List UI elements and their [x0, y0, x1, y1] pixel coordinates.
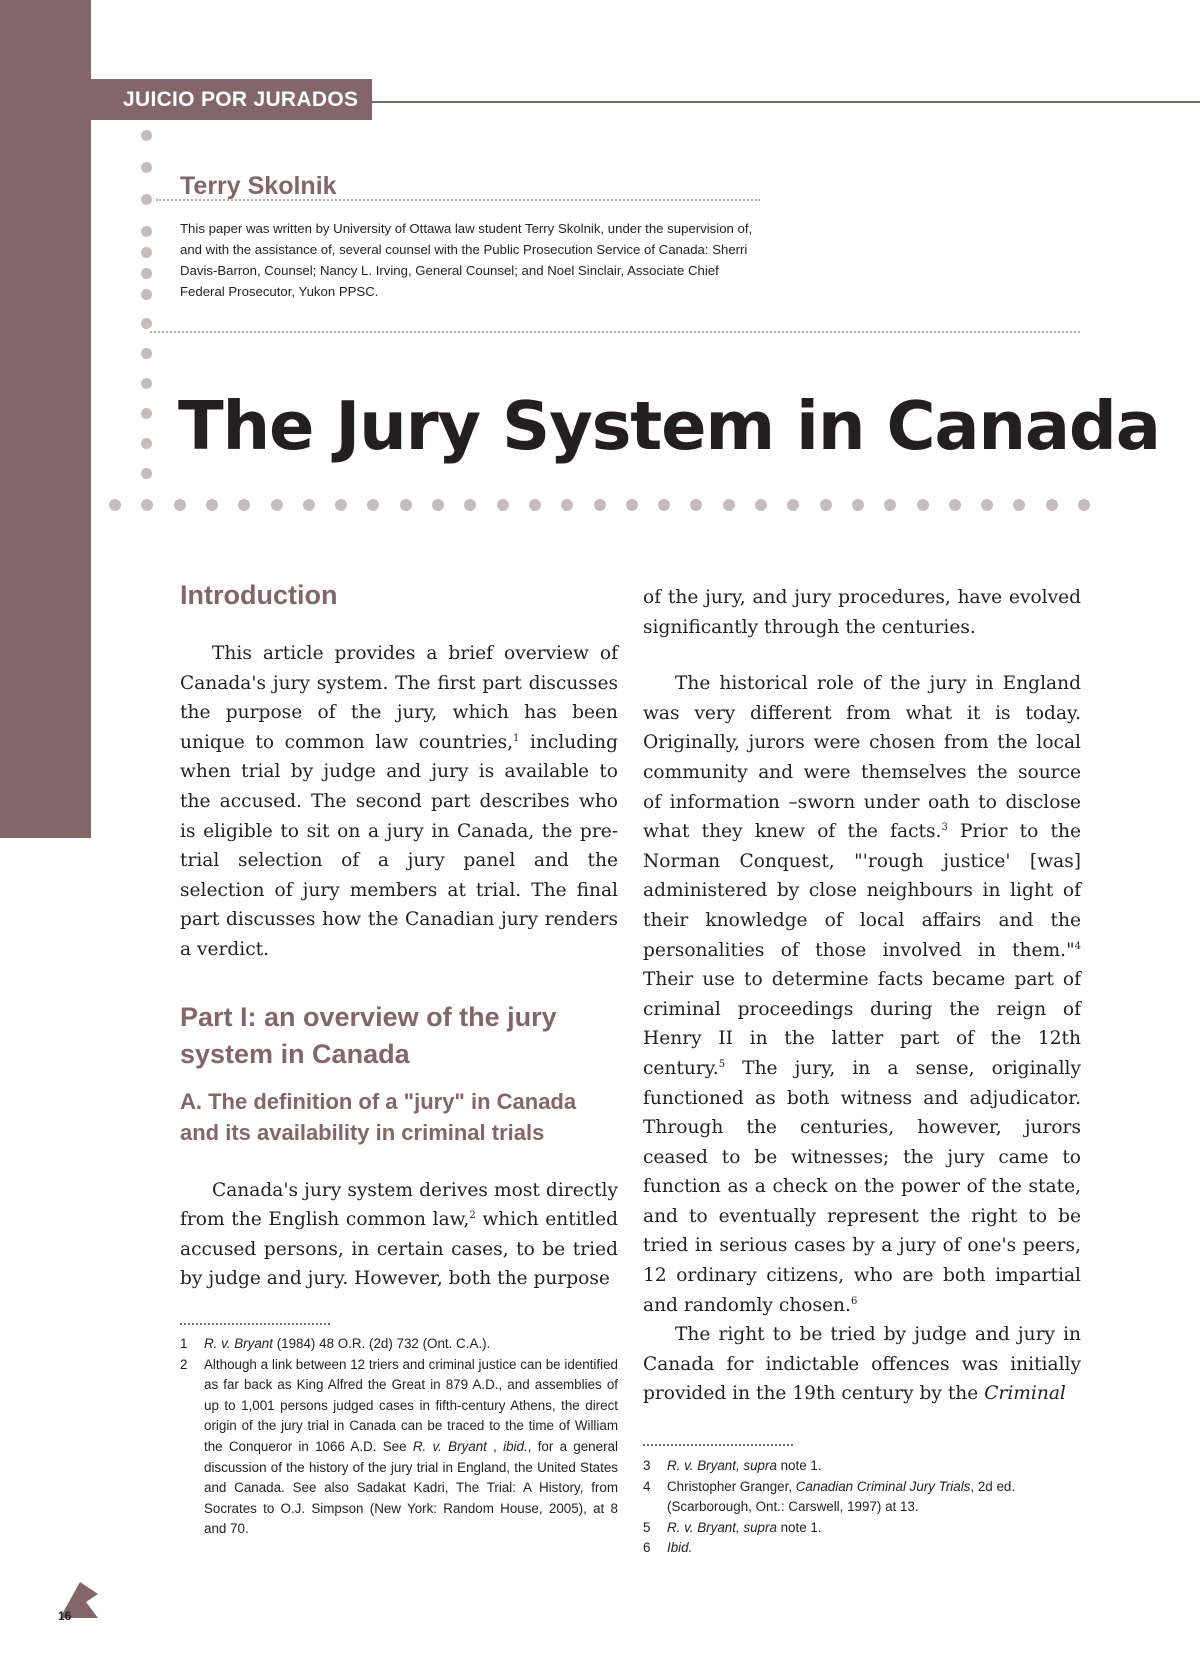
dot	[109, 499, 121, 511]
dot	[852, 499, 864, 511]
dot	[497, 499, 509, 511]
dot	[238, 499, 250, 511]
footnote-2: 2 Although a link between 12 triers and criminal justice can be identified as far back as King Alfred the Great in 879 A.D., and assemblies of up to 1,001 persons judged cases in fifth-century Athens, the direct origin of the jury trial in Canada can be traced to the time of William the Conqueror in 1066 A.D. See R. v. Bryant , ibid., for a general discussion of the history of the jury trial in England, the United States and Canada. See also Sadakat Kadri, The Trial: A History, from Socrates to O.J. Simpson (New York: Random House, 2005), at 8 and 70.	[180, 1356, 618, 1537]
header-rule	[372, 101, 1200, 103]
dot	[432, 499, 444, 511]
dot	[141, 408, 152, 419]
footnote-separator-left	[180, 1323, 330, 1325]
dot	[464, 499, 476, 511]
dot	[141, 289, 152, 300]
dot	[981, 499, 993, 511]
dot	[787, 499, 799, 511]
dot	[1078, 499, 1090, 511]
footnotes-left	[180, 1334, 618, 1540]
credit-dotted-rule	[150, 331, 1080, 333]
dot	[141, 438, 152, 449]
dot	[1046, 499, 1058, 511]
footnote-ref: 2	[469, 1209, 476, 1221]
dot	[303, 499, 315, 511]
footnote-1: 1 R. v. Bryant (1984) 48 O.R. (2d) 732 (Ont. C.A.).	[180, 1336, 491, 1351]
footnote-4: 4 Christopher Granger, Canadian Criminal Jury Trials, 2d ed. (Scarborough, Ont.: Carswell, 1997) at 13.	[643, 1478, 1016, 1515]
side-color-bar	[0, 0, 91, 838]
author-name: Terry Skolnik	[180, 172, 337, 200]
footnote-ref: 3	[941, 821, 948, 833]
page-title: The Jury System in Canada	[178, 387, 1160, 465]
dot	[400, 499, 412, 511]
dot	[561, 499, 573, 511]
page-number: 16	[58, 1609, 72, 1623]
dot	[690, 499, 702, 511]
intro-paragraph: This article provides a brief overview of Canada's jury system. The first part discusses the purpose of the jury, which has been unique to common law countries,$^1$ including when trial by judge and jury is available to the accused. The second part describes who is eligible to sit on a jury in Canada, the pre-trial selection of a jury panel and the selection of jury members at trial. The final part discusses how the Canadian jury renders a verdict.	[180, 643, 618, 960]
dot	[174, 499, 186, 511]
dot	[141, 162, 152, 173]
footnote-5: 5 R. v. Bryant, supra note 1.	[643, 1519, 822, 1535]
dot	[367, 499, 379, 511]
dot	[917, 499, 929, 511]
dot	[141, 318, 152, 329]
dot	[141, 378, 152, 389]
dot	[141, 499, 153, 511]
dot	[884, 499, 896, 511]
dot	[141, 194, 152, 205]
footnote-ref: 4	[1074, 940, 1081, 952]
dot	[1013, 499, 1025, 511]
footnote-ref: 6	[850, 1295, 858, 1307]
footnotes-right	[643, 1456, 1081, 1559]
section-tag: JUICIO POR JURADOS	[91, 79, 372, 120]
dot	[949, 499, 961, 511]
subsection-a-paragraph: Canada's jury system derives most directly from the English common law,$^2$ which entitled accused persons, in certain cases, to be tried by judge and jury. However, both the purpose	[180, 1179, 618, 1290]
dot	[755, 499, 767, 511]
right-paragraph: The right to be tried by judge and jury in Canada for indictable offences was initially provided in the 19th century by the Criminal	[643, 1324, 1081, 1405]
dot	[529, 499, 541, 511]
part-one-heading: Part I: an overview of the jury system in Canada	[180, 1001, 557, 1069]
dot	[141, 247, 152, 258]
dot	[335, 499, 347, 511]
dot	[141, 468, 152, 479]
dot	[141, 268, 152, 279]
right-column	[643, 583, 1081, 1409]
author-credit: This paper was written by University of Ottawa law student Terry Skolnik, under the supervision of, and with the assistance of, several counsel with the Public Prosecution Service of Canada: Sherri Davis-Barron, Counsel; Nancy L. Irving, General Counsel; and Noel Sinclair, Associate Chief Federal Prosecutor, Yukon PPSC.	[180, 221, 753, 299]
footnote-separator-right	[643, 1444, 793, 1446]
dot	[658, 499, 670, 511]
footnote-3: 3 R. v. Bryant, supra note 1.	[643, 1458, 822, 1473]
subsection-a-heading: A. The definition of a "jury" in Canada and its availability in criminal trials	[180, 1088, 577, 1145]
footnote-ref: 5	[718, 1058, 726, 1070]
dot	[626, 499, 638, 511]
dot	[141, 348, 152, 359]
dot	[141, 226, 152, 237]
dot	[206, 499, 218, 511]
dot	[594, 499, 606, 511]
continued-paragraph: of the jury, and jury procedures, have evolved significantly through the centuries.	[643, 587, 1081, 638]
dot	[723, 499, 735, 511]
introduction-heading: Introduction	[180, 580, 338, 610]
footnote-6: 6 Ibid.	[643, 1540, 693, 1556]
dot	[271, 499, 283, 511]
dot	[820, 499, 832, 511]
footnote-ref: 1	[513, 732, 520, 744]
dot	[141, 130, 152, 141]
history-paragraph: The historical role of the jury in England was very different from what it is today. Originally, jurors were chosen from the local community and were themselves the source of information –sworn under oath to disclose what they knew of the facts.$^3$ Prior to the Norman Conquest, "'rough justice' [was] administered by close neighbours in light of their knowledge of local affairs and the personalities of those involved in them."$^4$ Their use to determine facts became part of criminal proceedings during the reign of Henry II in the latter part of the 12th century.$^5$ The jury, in a sense, originally functioned as both witness and adjudicator. Through the centuries, however, jurors ceased to be witnesses; the jury came to function as a check on the power of the state, and to eventually represent the right to be tried in serious cases by a jury of one's peers, 12 ordinary citizens, who are both impartial and randomly chosen.$^6$	[643, 673, 1082, 1316]
left-column	[180, 578, 618, 1294]
